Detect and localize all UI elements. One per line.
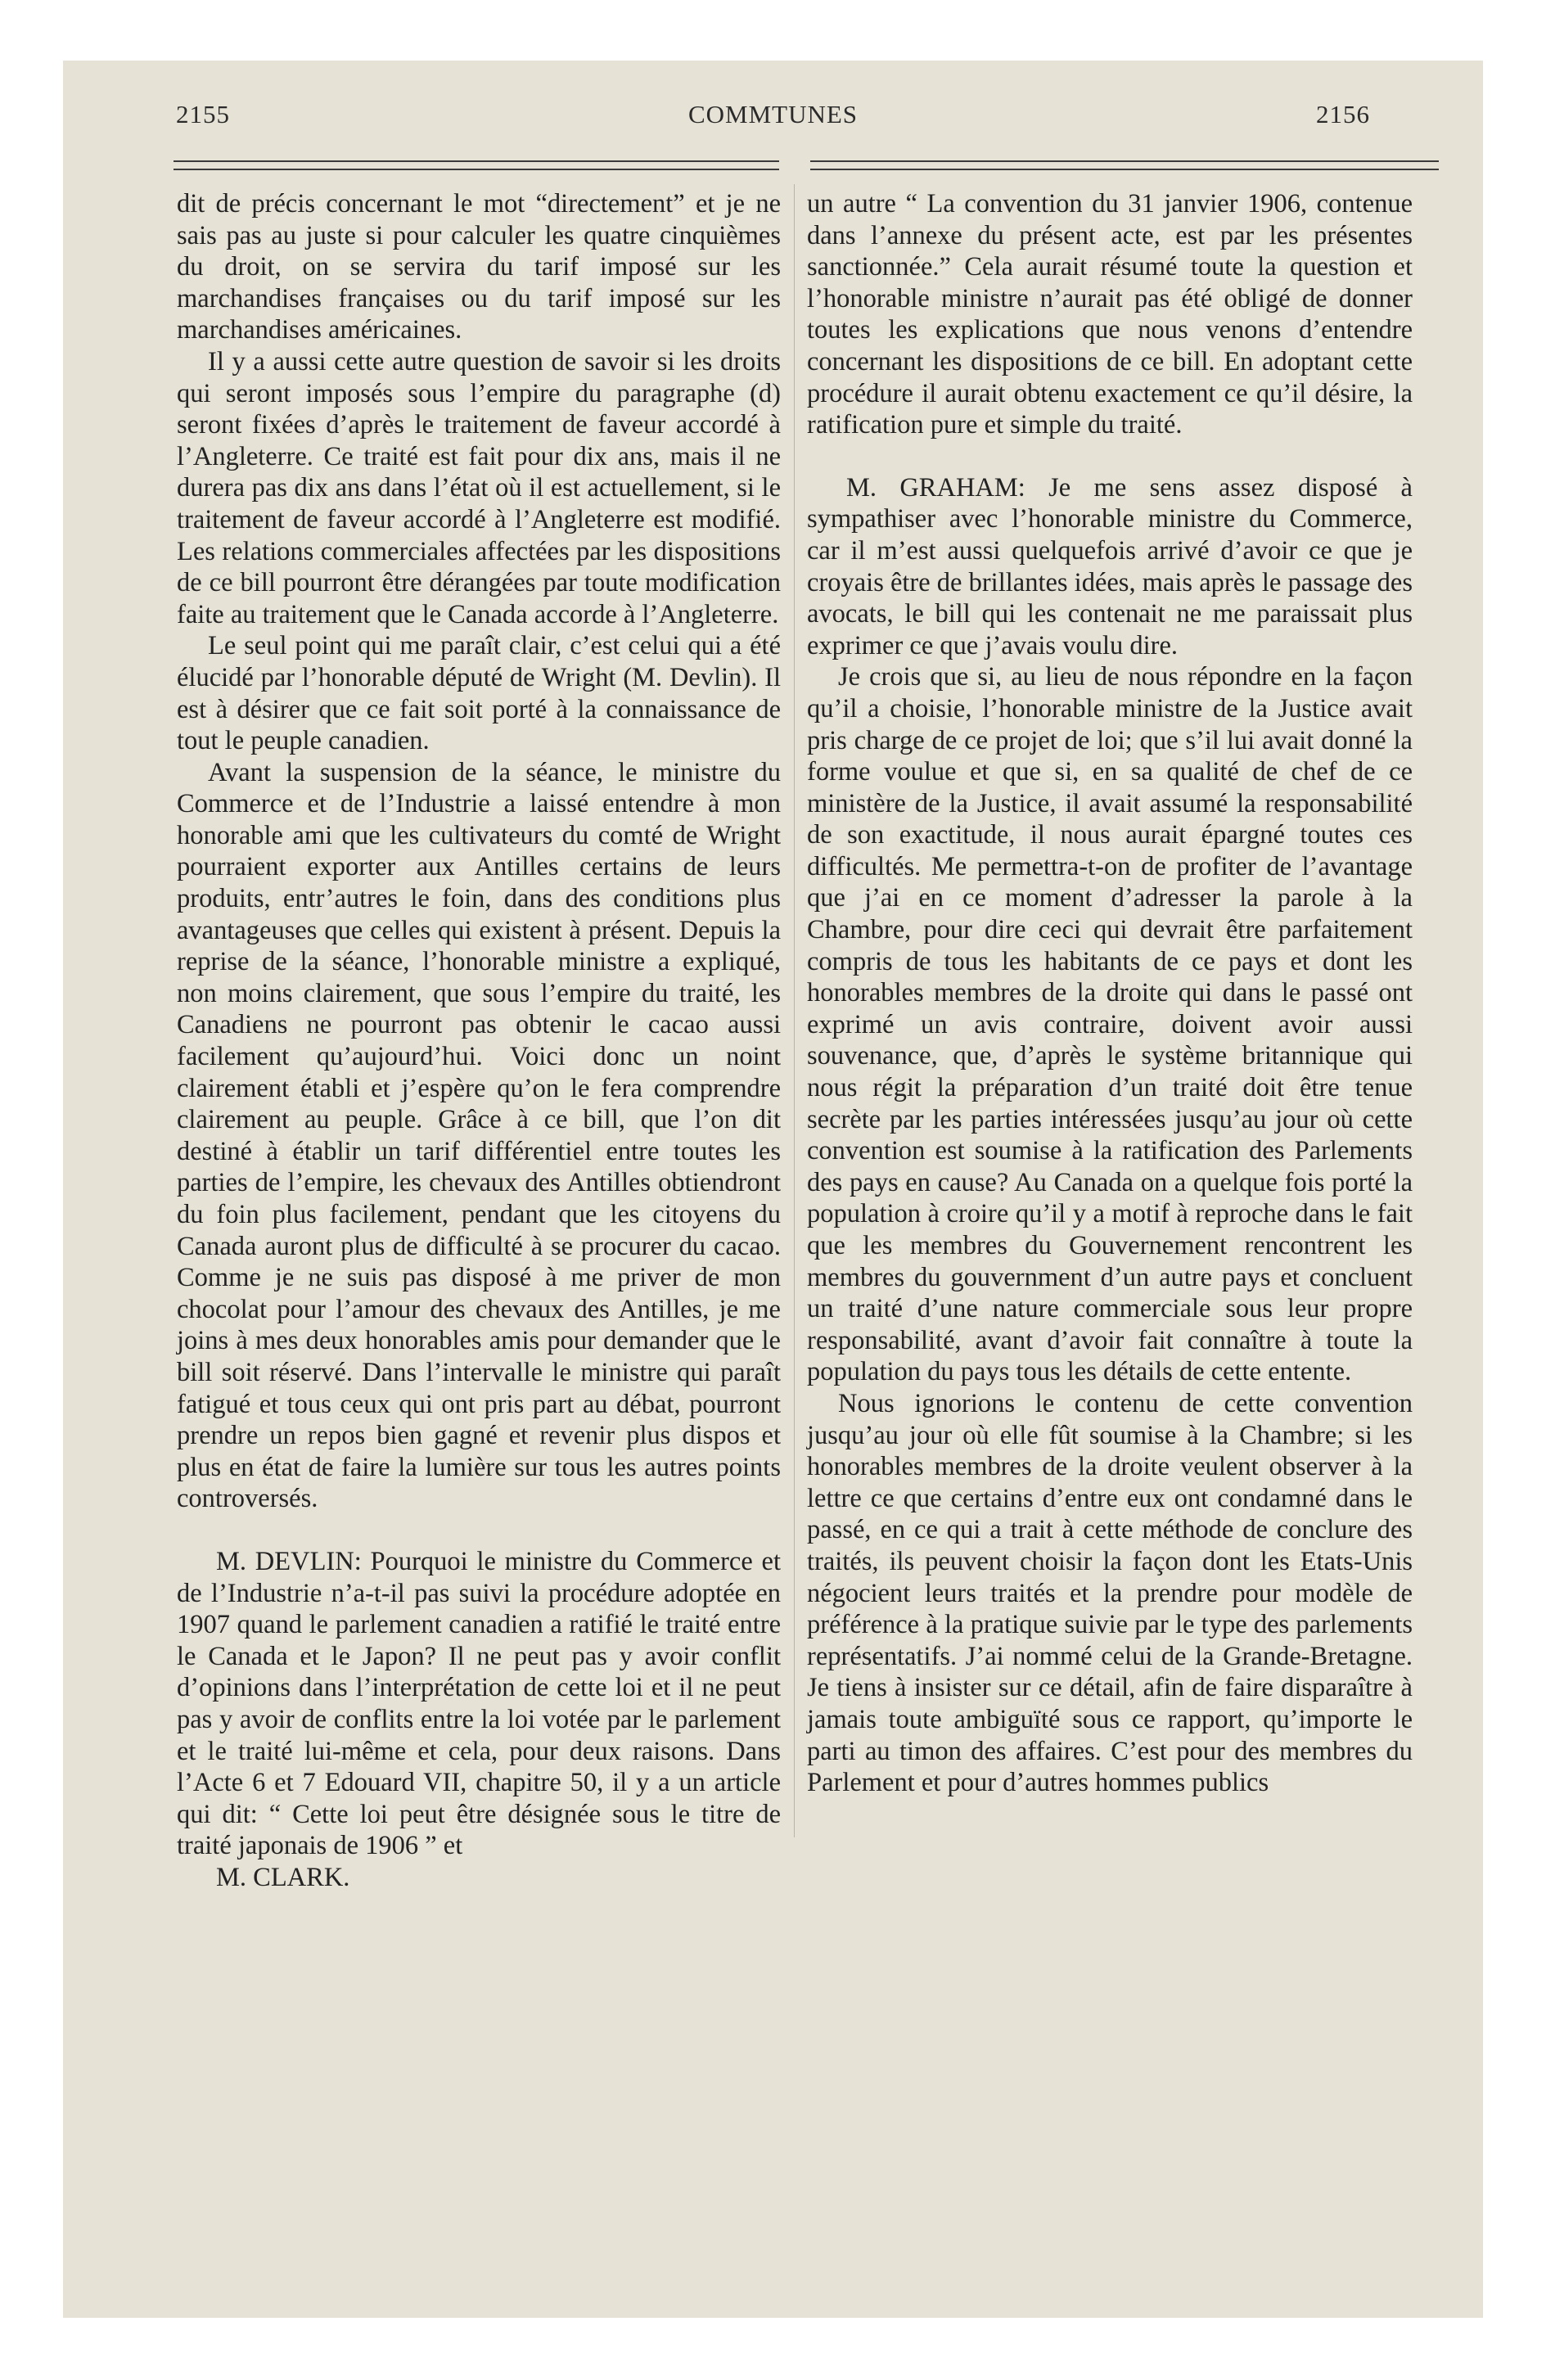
paragraph: Nous ignorions le contenu de cette convention jusqu’au jour où elle fût soumise à la Chambre; si les honorables membres de la droite veulent observer à la lettre ce que certains d’entre eux ont condamné dans le passé, en ce qui a trait à cette méthode de conclure des traités, ils peuvent choisir la façon dont les Etats-Unis négocient leurs traités et la prendre pour modèle de préférence à la pratique suivie par le type des parlements représentatifs. J’ai nommé celui de la Grande-Bretagne. Je tiens à insister sur ce détail, afin de faire disparaître à jamais toute ambiguïté sous ce rapport, qu’importe le parti au timon des affaires. C’est pour des membres du Parlement et pour d’autres hommes publics [807, 1388, 1413, 1798]
page-number-right: 2156 [1316, 100, 1370, 128]
column-divider [794, 184, 795, 1837]
right-column [807, 188, 1413, 1799]
paragraph: un autre “ La convention du 31 janvier 1906, contenue dans l’annexe du présent acte, est par les présentes sanctionnée.” Cela aurait résumé toute la question et l’honorable ministre n’aurait pas été obligé de donner toutes les explications que nous venons d’entendre concernant les dispositions de ce bill. En adoptant cette procédure il aurait obtenu exactement ce qu’il désire, la ratification pure et simple du traité. [807, 189, 1413, 440]
header-rule-left [174, 160, 779, 170]
paragraph: Avant la suspension de la séance, le ministre du Commerce et de l’Industrie a laissé entendre à mon honorable ami que les cultivateurs du comté de Wright pourraient exporter aux Antilles certains de leurs produits, entr’autres le foin, dans des conditions plus avantageuses que celles qui existent à présent. Depuis la reprise de la séance, l’honorable ministre a expliqué, non moins clairement, que sous l’empire du traité, les Canadiens ne pourront pas obtenir le cacao aussi facilement qu’aujourd’hui. Voici donc un noint clairement établi et j’espère qu’on le fera comprendre clairement au peuple. Grâce à ce bill, que l’on dit destiné à établir un tarif différentiel entre toutes les parties de l’empire, les chevaux des Antilles obtiendront du foin plus facilement, pendant que les citoyens du Canada auront plus de difficulté à se procurer du cacao. Comme je ne suis pas disposé à me priver de mon chocolat pour l’amour des chevaux des Antilles, je me joins à mes deux honorables amis pour demander que le bill soit réservé. Dans l’intervalle le ministre qui paraît fatigué et tous ceux qui ont pris part au débat, pourront prendre un repos bien gagné et revenir plus dispos et plus en état de faire la lumière sur tous les autres points controversés. [177, 757, 781, 1514]
left-column [177, 188, 781, 1893]
page-number-left: 2155 [176, 100, 230, 128]
header-rule-right [810, 160, 1439, 170]
speech-graham: M. GRAHAM: Je me sens assez disposé à sympathiser avec l’honorable ministre du Commerce, car il m’est aussi quelquefois arrivé d’avoir ce que je croyais être de brillantes idées, mais après le passage des avocats, le bill qui les contenait ne me paraissait plus exprimer ce que j’avais voulu dire. [807, 472, 1413, 660]
running-title: COMMTUNES [687, 100, 859, 128]
paragraph: Je crois que si, au lieu de nous répondre en la façon qu’il a choisie, l’honorable ministre de la Justice avait pris charge de ce projet de loi; que s’il lui avait donné la forme voulue et que si, en sa qualité de chef de ce ministère de la Justice, il avait assumé la responsabilité de son exactitude, il nous aurait épargné toutes ces difficultés. Me permettra-t-on de profiter de l’avantage que j’ai en ce moment d’adresser la parole à la Chambre, pour dire ceci qui devrait être parfaitement compris de tous les habitants de ce pays et dont les honorables membres de la droite qui dans le passé ont exprimé un avis contraire, doivent avoir aussi souvenance, que, d’après le système britannique qui nous régit la préparation d’un traité doit être tenue secrète par les parties intéressées jusqu’au jour où cette convention est soumise à la ratification des Parlements des pays en cause? Au Canada on a quelque fois porté la population à croire qu’il y a motif à reproche dans le fait que les membres du Gouvernement rencontrent les membres du gouvernment d’un autre pays et concluent un traité d’une nature commerciale sous leur propre responsabilité, avant d’avoir fait connaître à toute la population du pays tous les détails de cette entente. [807, 662, 1413, 1387]
speaker-attribution: M. CLARK. [216, 1862, 350, 1892]
paragraph: Le seul point qui me paraît clair, c’est celui qui a été élucidé par l’honorable député de Wright (M. Devlin). Il est à désirer que ce fait soit porté à la connaissance de tout le peuple canadien. [177, 631, 781, 756]
paragraph: Il y a aussi cette autre question de savoir si les droits qui seront imposés sous l’empire du paragraphe (d) seront fixées d’après le traitement de faveur accordé à l’Angleterre. Ce traité est fait pour dix ans, mais il ne durera pas dix ans dans l’état où il est actuellement, si le traitement de faveur accordé à l’Angleterre est modifié. Les relations commerciales affectées par les dispositions de ce bill pourront être dérangées par toute modification faite au traitement que le Canada accorde à l’Angleterre. [177, 346, 781, 629]
speech-devlin: M. DEVLIN: Pourquoi le ministre du Commerce et de l’Industrie n’a-t-il pas suivi la procédure adoptée en 1907 quand le parlement canadien a ratifié le traité entre le Canada et le Japon? Il ne peut pas y avoir conflit d’opinions dans l’interprétation de cette loi et il ne peut pas y avoir de conflits entre la loi votée par le parlement et le traité lui-même et cela, pour deux raisons. Dans l’Acte 6 et 7 Edouard VII, chapitre 50, il y a un article qui dit: “ Cette loi peut être désignée sous le titre de traité japonais de 1906 ” et [177, 1546, 781, 1861]
paragraph: dit de précis concernant le mot “directement” et je ne sais pas au juste si pour calculer les quatre cinquièmes du droit, on se servira du tarif imposé sur les marchandises françaises ou du tarif imposé sur les marchandises américaines. [177, 189, 781, 345]
